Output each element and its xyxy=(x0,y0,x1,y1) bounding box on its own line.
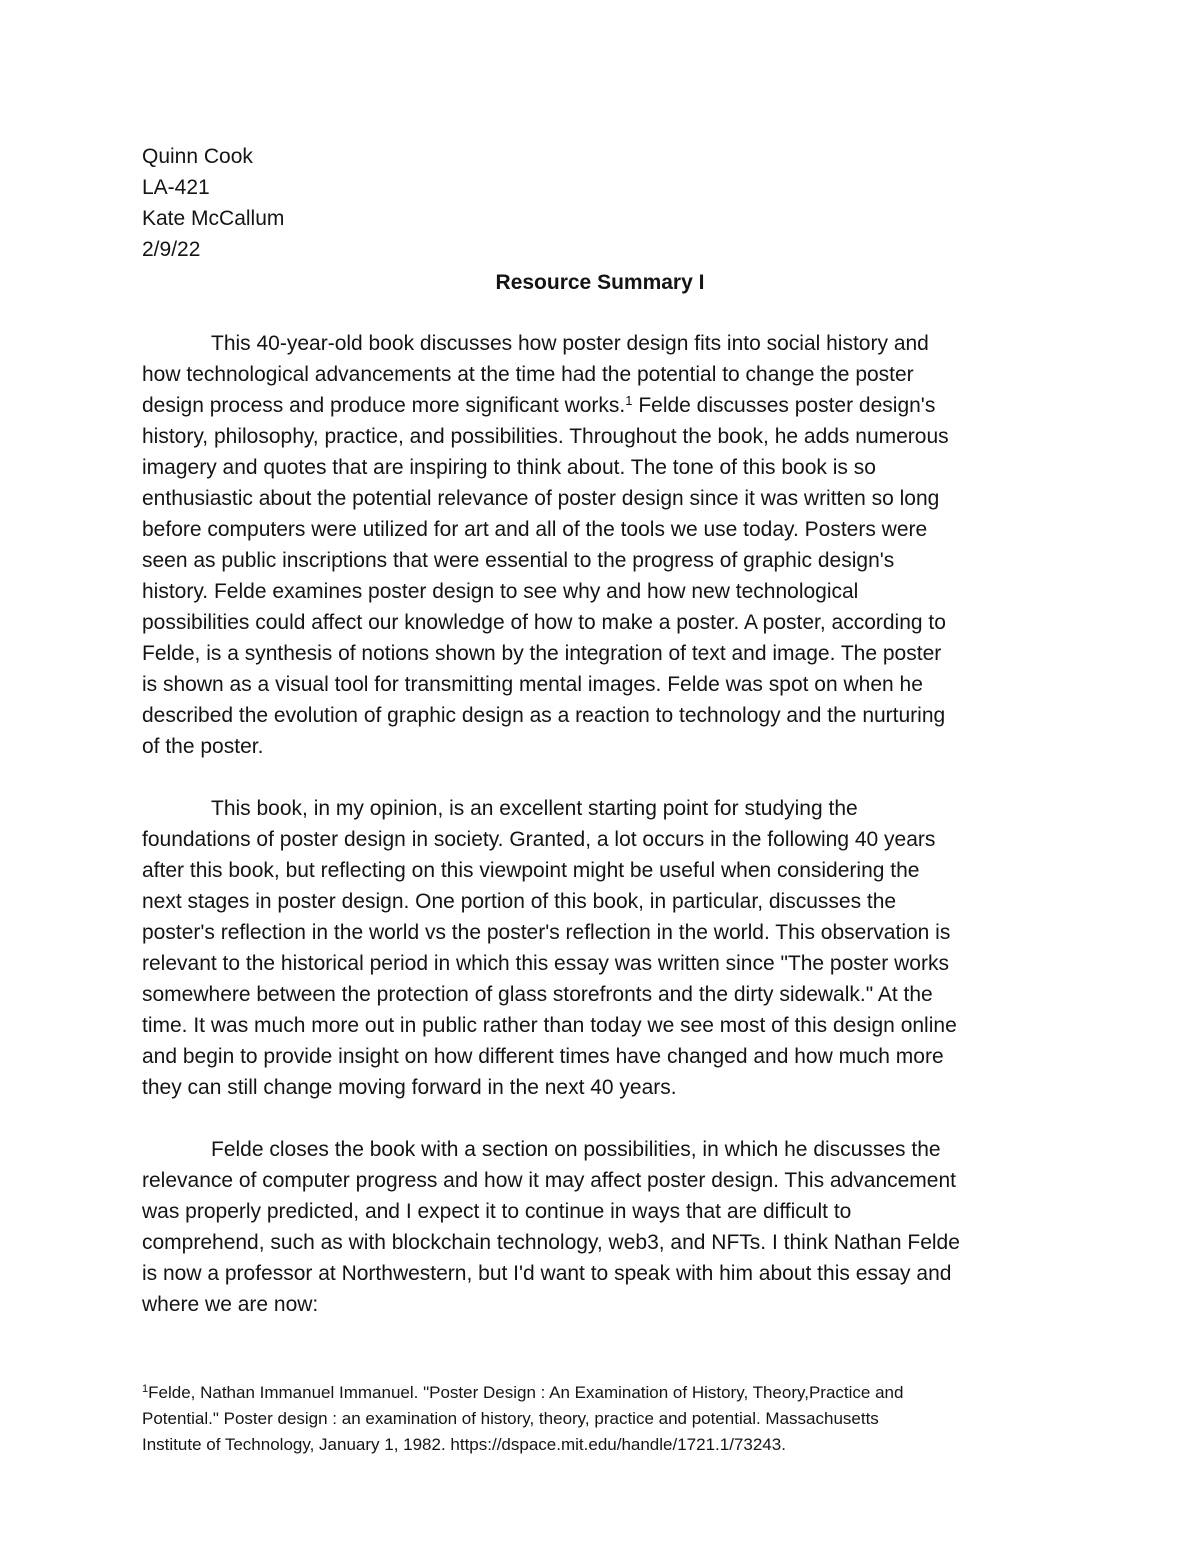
paragraph-line: Felde closes the book with a section on possibilities, in which he discusses the xyxy=(211,1138,941,1161)
paragraph-line xyxy=(142,390,1062,421)
paragraph-line: relevance of computer progress and how it may affect poster design. This advancement xyxy=(142,1169,956,1192)
course-code: LA-421 xyxy=(142,176,210,199)
paragraph-line: is now a professor at Northwestern, but I'd want to speak with him about this essay and xyxy=(142,1262,952,1285)
paragraph-line: after this book, but reflecting on this viewpoint might be useful when considering the xyxy=(142,859,920,882)
paragraph-line: of the poster. xyxy=(142,735,264,758)
paragraph-line: enthusiastic about the potential relevance of poster design since it was written so long xyxy=(142,487,940,510)
document-body xyxy=(142,328,1062,1351)
paragraph-line: was properly predicted, and I expect it to continue in ways that are difficult to xyxy=(142,1200,852,1223)
paragraph-line: foundations of poster design in society. Granted, a lot occurs in the following 40 years xyxy=(142,828,936,851)
paragraph-line: how technological advancements at the time had the potential to change the poster xyxy=(142,363,914,386)
paragraph-line: described the evolution of graphic design as a reaction to technology and the nurturing xyxy=(142,704,946,727)
paragraph-line: possibilities could affect our knowledge of how to make a poster. A poster, according to xyxy=(142,611,946,634)
paragraph-line: somewhere between the protection of glass storefronts and the dirty sidewalk." At the xyxy=(142,983,933,1006)
footnote-line: Institute of Technology, January 1, 1982. https://dspace.mit.edu/handle/1721.1/73243. xyxy=(142,1435,786,1454)
paragraph-line: next stages in poster design. One portion of this book, in particular, discusses the xyxy=(142,890,897,913)
paragraph-line: seen as public inscriptions that were essential to the progress of graphic design's xyxy=(142,549,895,572)
paragraph-2 xyxy=(142,793,1062,1103)
paragraph-line: history. Felde examines poster design to see why and how new technological xyxy=(142,580,859,603)
document-title: Resource Summary I xyxy=(495,271,705,294)
footnote-text: Felde, Nathan Immanuel Immanuel. "Poster Design : An Examination of History, Theory,Practice and xyxy=(148,1383,904,1402)
footnote-number: 1 xyxy=(142,1383,149,1395)
paragraph-line: time. It was much more out in public rather than today we see most of this design online xyxy=(142,1014,957,1037)
paragraph-line: This book, in my opinion, is an excellent starting point for studying the xyxy=(211,797,858,820)
paragraph-line: relevant to the historical period in which this essay was written since "The poster works xyxy=(142,952,949,975)
paragraph-line: they can still change moving forward in the next 40 years. xyxy=(142,1076,677,1099)
paragraph-line: is shown as a visual tool for transmitting mental images. Felde was spot on when he xyxy=(142,673,923,696)
paragraph-line: and begin to provide insight on how different times have changed and how much more xyxy=(142,1045,944,1068)
paragraph-line: poster's reflection in the world vs the poster's reflection in the world. This observation is xyxy=(142,921,951,944)
author-name: Quinn Cook xyxy=(142,145,253,168)
footnote-marker: 1 xyxy=(625,393,633,408)
paragraph-3 xyxy=(142,1134,1062,1320)
instructor-name: Kate McCallum xyxy=(142,207,285,230)
paragraph-line: This 40-year-old book discusses how poster design fits into social history and xyxy=(211,332,929,355)
paragraph-line: before computers were utilized for art and all of the tools we use today. Posters were xyxy=(142,518,928,541)
footnote-line xyxy=(142,1380,1062,1406)
paragraph-line: imagery and quotes that are inspiring to think about. The tone of this book is so xyxy=(142,456,876,479)
paragraph-line: history, philosophy, practice, and possibilities. Throughout the book, he adds numerous xyxy=(142,425,949,448)
document-date: 2/9/22 xyxy=(142,238,201,261)
footnote-line: Potential." Poster design : an examination of history, theory, practice and potential. Massachusetts xyxy=(142,1409,879,1428)
paragraph-line-segment: Felde discusses poster design's xyxy=(632,394,936,417)
paragraph-line: Felde, is a synthesis of notions shown by the integration of text and image. The poster xyxy=(142,642,942,665)
footnotes-section xyxy=(142,1380,1062,1458)
paragraph-line: comprehend, such as with blockchain technology, web3, and NFTs. I think Nathan Felde xyxy=(142,1231,960,1254)
paragraph-line-segment: design process and produce more significant works. xyxy=(142,394,626,417)
header-block xyxy=(142,141,742,265)
paragraph-1 xyxy=(142,328,1062,762)
paragraph-line: where we are now: xyxy=(142,1293,319,1316)
